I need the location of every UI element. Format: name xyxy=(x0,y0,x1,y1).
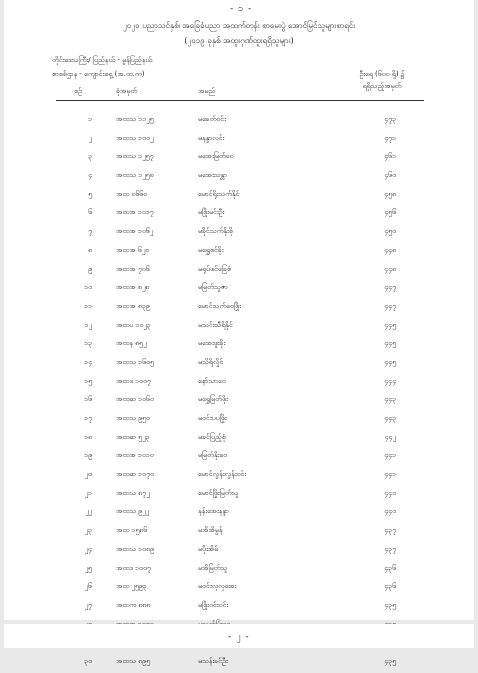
table-row xyxy=(4,205,474,224)
row-number: ၄ xyxy=(88,171,92,180)
row-number: ၁၅ xyxy=(84,376,92,385)
total-mark: ၄၃၇ xyxy=(384,526,396,535)
roll-number: အထအ ၈၂၈ xyxy=(116,283,150,292)
row-number: ၂၅ xyxy=(84,563,92,572)
table-row xyxy=(4,112,474,131)
student-name: မပိုးအိမ် xyxy=(198,544,219,553)
student-name: မမြတ်သူဇာ xyxy=(198,283,228,292)
student-name: မဖြိုးဝင်းဝင်း xyxy=(198,600,229,609)
row-number: ၁၈ xyxy=(84,432,92,441)
page-number-top: - ၁ - xyxy=(230,4,253,14)
roll-number: အထဒ ၁၀၀၇ xyxy=(116,563,151,572)
student-name: မအေးသန္တာ xyxy=(198,171,227,180)
row-number: ၅ xyxy=(88,189,92,198)
total-mark: ၄၇၃ xyxy=(384,115,396,123)
student-name: မခိုင်သက်နိုးစို xyxy=(198,227,233,236)
roll-number: အထအ ၇၀၆ xyxy=(116,264,150,273)
table-row xyxy=(4,280,474,299)
roll-number: အထသ ၁၀၀၂ xyxy=(116,133,154,142)
page-number-bottom: - ၂ - xyxy=(228,632,250,642)
total-mark: ၄၃၆ xyxy=(384,582,396,591)
total-mark: ၄၆၀ xyxy=(384,171,396,180)
column-header-name: အမည် xyxy=(198,87,216,95)
total-mark: ၄၄၀ xyxy=(384,507,396,516)
total-mark: ၄၄၈ xyxy=(384,264,396,273)
row-number: ၁၇ xyxy=(84,414,92,422)
student-name: မောင်လွန်းလွန်းဝင်း xyxy=(198,470,247,479)
total-mark: ၄၄၃ xyxy=(384,414,396,422)
student-name: မသင်းသီရိနိုင် xyxy=(198,320,233,329)
row-number: ၃၀ xyxy=(84,656,92,665)
student-name: မနန္ဒာလင်း xyxy=(198,133,225,142)
student-name: မသန်းခင်ဦး xyxy=(198,656,228,665)
row-number: ၁၄ xyxy=(84,357,92,366)
roll-number: အထဆ ၅၂၃ xyxy=(116,432,150,441)
student-name: မရွှေမြတ်ဖိုး xyxy=(198,395,228,404)
roll-number: အထသ ၁၆၀၅ xyxy=(116,357,154,366)
table-row xyxy=(4,486,474,505)
row-number: ၂ xyxy=(88,133,92,142)
table-row xyxy=(4,598,474,617)
roll-number: အထသ ၉၂၂ xyxy=(116,507,150,516)
student-name: မရုပ်ဖင်ခြေစံ xyxy=(198,264,231,273)
student-name: မဝင်းလှလှအေး xyxy=(198,582,237,591)
row-number: ၂၀ xyxy=(84,470,92,479)
table-row xyxy=(4,430,474,449)
row-number: ၁၁ xyxy=(84,301,92,310)
row-number: ၂၁ xyxy=(84,488,92,497)
student-name: မသိရိလှိုင် xyxy=(198,357,224,366)
total-mark: ၄၃၇ xyxy=(384,544,396,553)
table-row xyxy=(4,131,474,150)
student-name: မခင်ပြည့်စုံ xyxy=(198,432,226,441)
roll-number: အထသ ၉၅၀ xyxy=(116,414,150,422)
total-mark: ၄၄၅ xyxy=(384,320,396,329)
total-mark: ၄၄၃ xyxy=(384,395,396,404)
student-name: မမြတ်နိုးဝေ xyxy=(198,451,228,460)
roll-number: အထဆ ၁၀၇၀ xyxy=(116,470,154,479)
row-number: ၁၀ xyxy=(84,283,92,292)
total-mark: ၄၄၁ xyxy=(384,451,396,460)
document-title: ၂၀၂၀ ပညာသင်နှစ်၊ အခြေခံပညာ အထက်တန်း စာမေးပွဲ အောင်မြင်သူများစာရင်း xyxy=(122,21,356,30)
total-mark: ၄၄၅ xyxy=(384,357,396,366)
row-number: ၉ xyxy=(88,264,92,273)
student-name: မရွှေစင်ခိုး xyxy=(198,245,224,254)
total-mark: ၄၅၆ xyxy=(384,208,396,217)
table-row xyxy=(4,561,474,580)
exam-center-label: စာစစ်ဌာန - ကျောင်းရှေ့ (အ.ထ.က) xyxy=(52,70,145,78)
total-mark: ၄၄၅ xyxy=(384,339,396,348)
student-name: မဖြိုးမင်းဦး xyxy=(198,208,225,217)
table-row xyxy=(4,224,474,243)
row-number: ၂၃ xyxy=(84,526,92,535)
student-name: မောင်ဖြိုးမြတ်သူ xyxy=(198,488,239,497)
row-number: ၆ xyxy=(88,208,92,217)
roll-number: အထဆ ၁၀၆၀ xyxy=(116,395,154,404)
roll-number: အထပ ၁၀၂၃ xyxy=(116,320,151,329)
roll-number: အထဒ ၁၀၀၇ xyxy=(116,376,151,385)
row-number: ၁၉ xyxy=(84,451,92,460)
next-page xyxy=(4,624,474,648)
table-row xyxy=(4,299,474,318)
header-divider xyxy=(56,100,424,101)
student-name: မောင်သက်ဝေဖြိုး xyxy=(198,301,241,310)
student-name: မအေးမြတ်ဝေ xyxy=(198,152,234,161)
total-mark: ၄၄၇ xyxy=(384,283,396,292)
table-row xyxy=(4,318,474,337)
column-header-roll: ခုံအမှတ် xyxy=(116,87,138,95)
roll-number: အထအ ၁၀၆၂ xyxy=(116,227,154,236)
total-mark: ၄၄၁ xyxy=(384,470,396,479)
student-name: မအိမြတ်သူ xyxy=(198,563,228,572)
roll-number: အထသ ၁၂၅၈ xyxy=(116,171,154,180)
student-name: နန်းအေးနန္ဒာ xyxy=(198,507,229,516)
total-mark: ၄၃၅ xyxy=(384,600,396,609)
total-mark: ၄၄၇ xyxy=(384,301,396,310)
student-name: မောင်ရိုးသက်နိုင် xyxy=(198,189,240,198)
row-number: ၁ xyxy=(88,115,92,123)
table-row xyxy=(4,149,474,168)
roll-number: အထအ ၈၃၉ xyxy=(116,301,150,310)
document-page xyxy=(4,0,474,665)
table-row xyxy=(4,448,474,467)
region-label: တိုင်းဒေသကြီး/ ပြည်နယ် - မွန်ပြည်နယ် xyxy=(52,56,153,64)
row-number: ၂၇ xyxy=(84,600,92,609)
table-row xyxy=(4,523,474,542)
row-number: ၂၄ xyxy=(84,544,92,553)
table-row xyxy=(4,467,474,486)
total-mark: ၄၄၂ xyxy=(384,432,396,441)
total-mark: ၄၅၈ xyxy=(384,189,396,198)
column-header-no: စဉ် xyxy=(74,87,82,95)
row-number: ၁၂ xyxy=(84,320,92,329)
student-name: မအိအိမွန် xyxy=(198,526,223,535)
roll-number: အထသ ၁၂၅၇ xyxy=(116,152,154,161)
student-name: မအေးဖူးခိုး xyxy=(198,339,226,348)
table-row xyxy=(4,336,474,355)
table-row xyxy=(4,355,474,374)
roll-number: အထအ ၁၀၁၀ xyxy=(116,451,154,460)
roll-number: အထအ ၆၂၀ xyxy=(116,245,150,254)
table-row xyxy=(4,392,474,411)
total-mark: ၄၆၁ xyxy=(384,152,396,161)
roll-number: အထ ၁၅၈၆ xyxy=(116,526,148,535)
table-row xyxy=(4,187,474,206)
table-row xyxy=(4,168,474,187)
column-header-mark-line2: ရရှိသည့်အမှတ် xyxy=(362,82,402,90)
roll-number: အထသ ၈၇၂ xyxy=(116,488,150,497)
table-row xyxy=(4,411,474,430)
total-mark: ၄၇၁ xyxy=(384,133,396,142)
column-header-mark-line1: ဦးရေ (၆၀၀ ရှိ) ၌ xyxy=(359,70,405,78)
table-row xyxy=(4,374,474,393)
student-name: နော်သာဝေ xyxy=(198,376,226,385)
roll-number: အထသ ၈၉၅ xyxy=(116,656,151,665)
row-number: ၃ xyxy=(88,152,92,161)
total-mark: ၄၄၈ xyxy=(384,245,396,254)
table-row xyxy=(4,579,474,598)
table-row xyxy=(4,262,474,281)
document-subtitle: (၂၀၁၉ ခုနှစ် အထူးဂုဏ်ထူးရရှိသူများ) xyxy=(184,36,294,45)
row-number: ၁၃ xyxy=(84,339,92,348)
column-header-mark xyxy=(352,68,412,92)
roll-number: အထန ၈၅၂ xyxy=(116,339,147,348)
total-mark: ၄၅၀ xyxy=(384,227,396,236)
table-row xyxy=(4,542,474,561)
total-mark: ၄၃၆ xyxy=(384,563,396,572)
row-number: ၂၂ xyxy=(85,507,92,516)
table-row xyxy=(4,243,474,262)
total-mark: ၄၃၅ xyxy=(384,656,396,665)
roll-number: အထ ၂၅၉၃ xyxy=(116,582,147,591)
row-number: ၇ xyxy=(88,227,92,236)
total-mark: ၄၄၄ xyxy=(384,376,396,385)
roll-number: အထ ၀၆၆၀ xyxy=(116,189,148,198)
row-number: ၂၆ xyxy=(84,582,92,591)
total-mark: ၄၄၀ xyxy=(384,488,396,497)
student-name: မဝင်းပပဖြိုး xyxy=(198,414,227,422)
table-row xyxy=(4,654,474,673)
roll-number: အထသ ၁၁၂၅ xyxy=(116,115,154,123)
row-number: ၁၆ xyxy=(84,395,92,404)
roll-number: အထအ ၁၀၁၇ xyxy=(116,208,154,217)
roll-number: အထသ ၁၀၈၉ xyxy=(116,544,154,553)
row-number: ၈ xyxy=(88,245,92,254)
table-row xyxy=(4,504,474,523)
roll-number: အထက ၈၈၈ xyxy=(116,600,151,609)
results-table xyxy=(4,112,474,673)
student-name: မခေတ်ဝင်း xyxy=(198,115,226,123)
